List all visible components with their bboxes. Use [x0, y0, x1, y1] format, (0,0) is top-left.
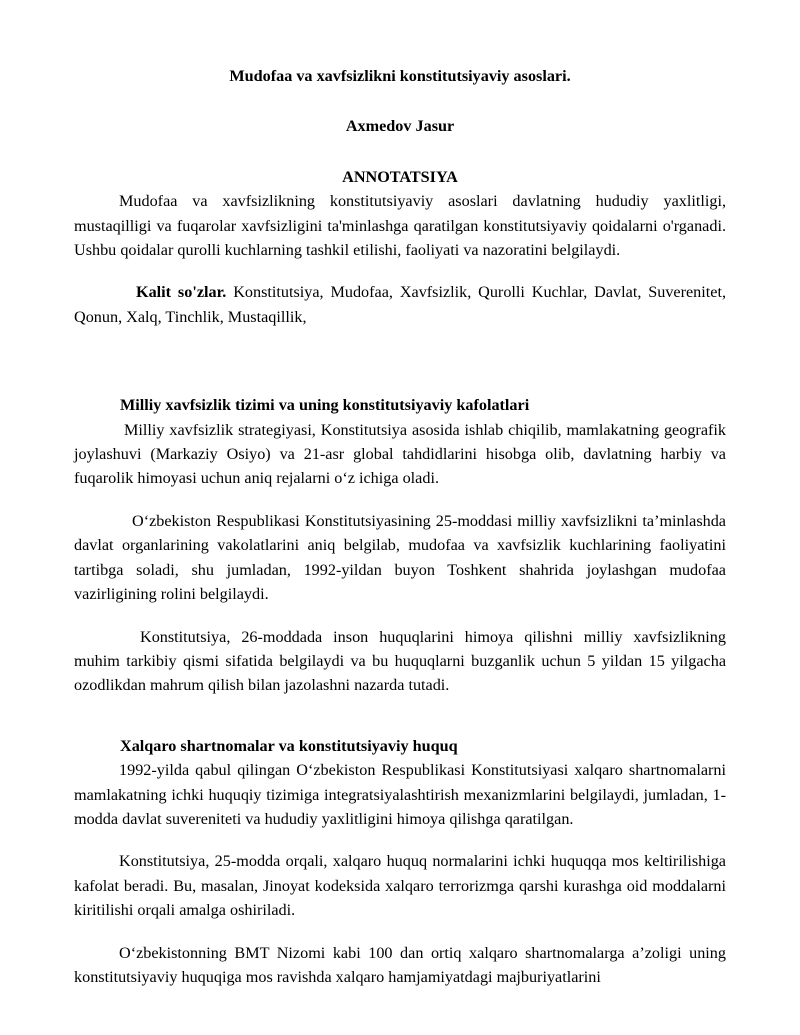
document-page	[74, 64, 726, 989]
keywords-label: Kalit so'zlar.	[136, 283, 227, 302]
section1-paragraph-3: Konstitutsiya, 26-moddada inson huquqlarini himoya qilishni milliy xavfsizlikning muhim tarkibiy qismi sifatida belgilaydi va bu huquqlarni buzganlik uchun 5 yildan 15 yilgacha ozodlikdan mahrum qilish bilan jazolashni nazarda tutadi.	[74, 627, 726, 695]
section2-paragraph-2: Konstitutsiya, 25-modda orqali, xalqaro huquq normalarini ichki huquqqa mos keltirilishiga kafolat beradi. Bu, masalan, Jinoyat kodeksida xalqaro terrorizmga qarshi kurashga oid moddalarni kiritilishi orqali amalga oshiriladi.	[74, 852, 726, 920]
section1-paragraph-1: Milliy xavfsizlik strategiyasi, Konstitutsiya asosida ishlab chiqilib, mamlakatning geografik joylashuvi (Markaziy Osiyo) va 21-asr global tahdidlarini hisobga olib, davlatning harbiy va fuqarolik himoyasi uchun aniq rejalarni o‘z ichiga oladi.	[74, 420, 726, 488]
section1-paragraph-2: O‘zbekiston Respublikasi Konstitutsiyasining 25-moddasi milliy xavfsizlikni ta’minlashda davlat organlarining vakolatlarini aniq belgilab, mudofaa va xavfsizlik kuchlarining faoliyatini tartibga soladi, shu jumladan, 1992-yildan buyon Toshkent shahrida joylashgan mudofaa vazirligining rolini belgilaydi.	[74, 511, 726, 604]
keywords-paragraph	[74, 280, 726, 329]
document-title: Mudofaa va xavfsizlikni konstitutsiyaviy asoslari.	[229, 67, 571, 85]
section1-heading: Milliy xavfsizlik tizimi va uning konstitutsiyaviy kafolatlari	[120, 396, 530, 415]
annotation-heading: ANNOTATSIYA	[342, 167, 458, 186]
author-name: Axmedov Jasur	[345, 117, 455, 136]
section2-paragraph-3: O‘zbekistonning BMT Nizomi kabi 100 dan ortiq xalqaro shartnomalarga a’zoligi uning konstitutsiyaviy huquqiga mos ravishda xalqaro hamjamiyatdagi majburiyatlarini	[74, 943, 726, 986]
keywords-list: Konstitutsiya, Mudofaa, Xavfsizlik, Qurolli Kuchlar, Davlat, Suverenitet, Qonun, Xalq, Tinchlik, Mustaqillik,	[74, 283, 726, 326]
section2-paragraph-1: 1992-yilda qabul qilingan O‘zbekiston Respublikasi Konstitutsiyasi xalqaro shartnomalarni mamlakatning ichki huquqiy tizimiga integratsiyalashtirish mexanizmlarini belgilaydi, jumladan, 1-modda davlat suvereniteti va hududiy yaxlitligini himoya qilishga qaratilgan.	[74, 761, 726, 828]
section2-heading: Xalqaro shartnomalar va konstitutsiyaviy huquq	[120, 736, 458, 755]
annotation-paragraph: Mudofaa va xavfsizlikning konstitutsiyaviy asoslari davlatning hududiy yaxlitligi, mustaqilligi va fuqarolar xavfsizligini ta'minlashga qaratilgan konstitutsiyaviy qoidalarni o'rganadi. Ushbu qoidalar qurolli kuchlarning tashkil etilishi, faoliyati va nazoratini belgilaydi.	[74, 192, 726, 260]
